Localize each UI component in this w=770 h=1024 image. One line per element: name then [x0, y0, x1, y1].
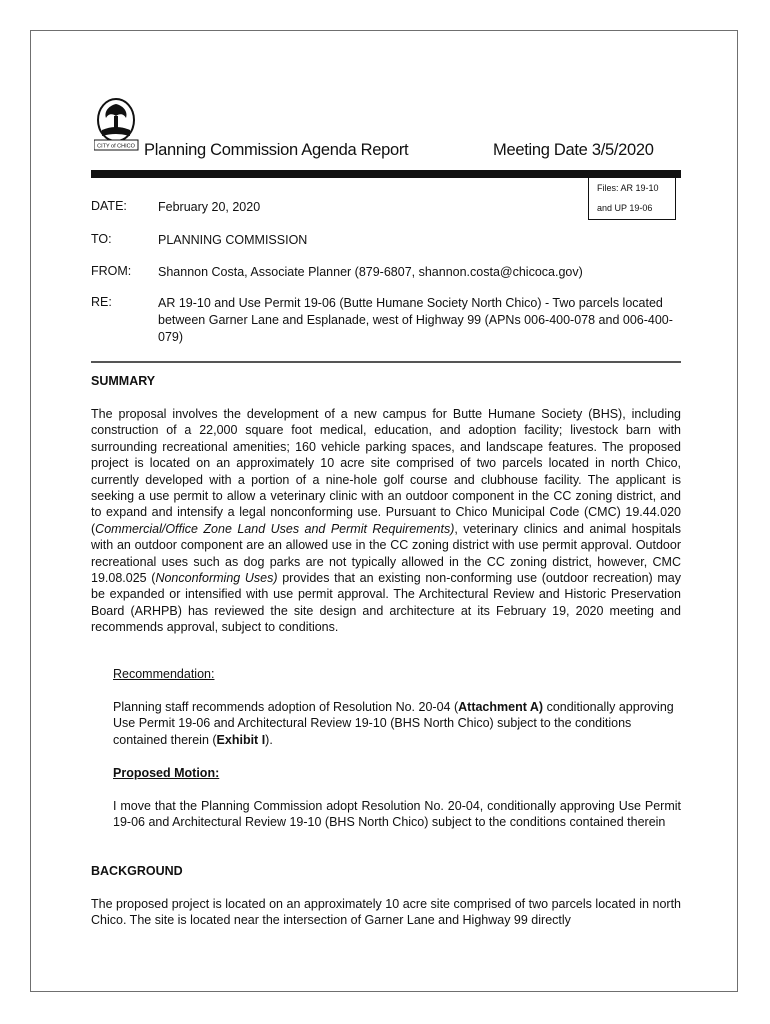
rec-text-c: ).	[265, 732, 273, 747]
summary-text-c: provides that an existing non-conforming use (outdoor recreation) may be expanded or intensified with use permit approval. The Architectural Review and Historic Preservation Board (ARHPB) has reviewed the site design and architecture at its February 19, 2020 meeting and recommends approval, subject to conditions.	[91, 571, 681, 635]
rec-text-a: Planning staff recommends adoption of Resolution No. 20-04 (	[113, 700, 459, 714]
motion-paragraph: I move that the Planning Commission adopt Resolution No. 20-04, conditionally approving Use Permit 19-06 and Architectural Review 19-10 (BHS North Chico) subject to the conditions contained therein	[113, 799, 681, 830]
date-value: February 20, 2020	[158, 200, 261, 214]
re-value: AR 19-10 and Use Permit 19-06 (Butte Humane Society North Chico) - Two parcels located between Garner Lane and Esplanade, west of Highway 99 (APNs 006-400-078 and 006-400-079)	[158, 296, 673, 344]
from-value: Shannon Costa, Associate Planner (879-6807, shannon.costa@chicoca.gov)	[158, 265, 583, 279]
recommendation-heading-text: Recommendation:	[113, 667, 215, 681]
summary-italic-1: Commercial/Office Zone Land Uses and Permit Requirements)	[95, 521, 455, 536]
background-paragraph: The proposed project is located on an approximately 10 acre site comprised of two parcels located in north Chico. The site is located near the intersection of Garner Lane and Highway 99 directly	[91, 897, 681, 928]
memo-divider	[91, 361, 681, 363]
report-title: Planning Commission Agenda Report	[144, 141, 409, 159]
from-label: FROM:	[91, 264, 132, 278]
city-seal-logo	[94, 96, 140, 152]
date-label: DATE:	[91, 199, 127, 213]
motion-heading-text: Proposed Motion:	[113, 766, 220, 780]
summary-text-a: The proposal involves the development of a new campus for Butte Humane Society (BHS), including construction of a 22,000 square foot medical, education, and adoption facility; livestock barn with surrounding recreational amenities; 160 vehicle parking spaces, and landscape features. The proposed project is located on an approximately 10 acre site comprised of two parcels located in north Chico, currently developed with a portion of a nine-hole golf course and clubhouse facility. The applicant is seeking a use permit to allow a veterinary clinic with an outdoor component in the CC zoning district, and to expand and intensify a legal nonconforming use. Pursuant to Chico Municipal Code (CMC) 19.44.020 (	[91, 407, 681, 536]
summary-paragraph	[91, 406, 681, 636]
rec-bold-1: Attachment A)	[458, 700, 544, 714]
to-value: PLANNING COMMISSION	[158, 233, 308, 247]
rec-bold-2: Exhibit I	[216, 732, 266, 747]
summary-heading: SUMMARY	[91, 374, 156, 388]
header-rule	[91, 170, 681, 178]
to-label: TO:	[91, 232, 112, 246]
summary-italic-2: Nonconforming Uses)	[155, 571, 278, 586]
summary-text-b: , veterinary clinics and animal hospitals with an outdoor component are an allowed use in the CC zoning district with use permit approval. Outdoor recreational uses such as dog parks are not typically allowed in the CC zoning district, however, CMC 19.08.025 (	[91, 521, 681, 586]
recommendation-heading	[113, 667, 214, 681]
recommendation-paragraph	[113, 699, 681, 748]
background-heading: BACKGROUND	[91, 864, 183, 878]
rec-text-b: conditionally approving Use Permit 19-06 and Architectural Review 19-10 (BHS North Chico) subject to the conditions contained therein (	[113, 700, 674, 747]
seal-text: CITY of CHICO	[97, 143, 135, 150]
meeting-date: Meeting Date 3/5/2020	[493, 141, 654, 159]
files-line-1: Files: AR 19-10	[597, 183, 659, 193]
files-line-2: and UP 19-06	[597, 203, 653, 213]
motion-heading	[113, 766, 219, 780]
re-label: RE:	[91, 295, 112, 309]
